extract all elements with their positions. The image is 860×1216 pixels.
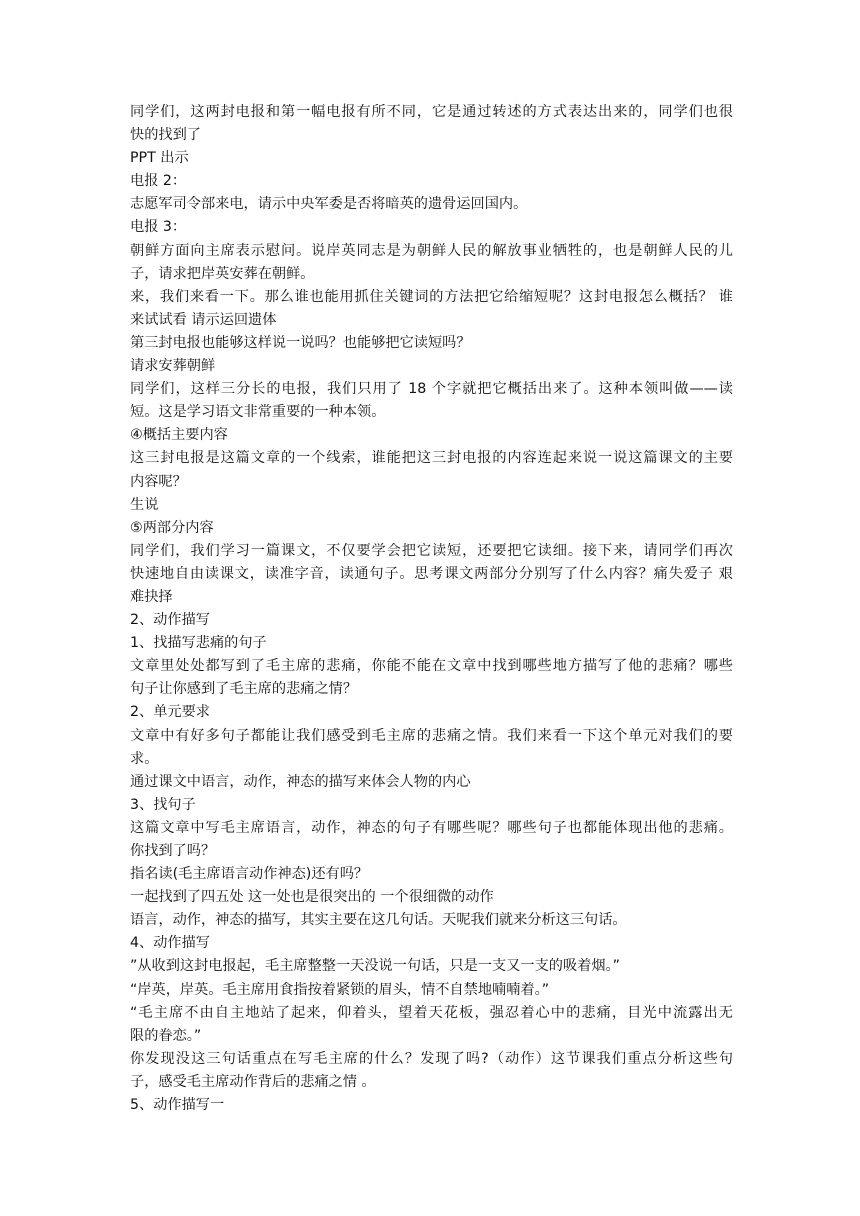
- text-line: 5、动作描写一: [130, 1097, 225, 1114]
- document-page: [130, 101, 733, 1117]
- text-line: 生说: [130, 496, 159, 513]
- text-line: 这篇文章中写毛主席语言，动作，神态的句子有哪些呢？哪些句子也都能体现出他的悲痛。: [130, 819, 733, 836]
- text-line: 求。: [130, 750, 159, 767]
- text-line: 指名读(毛主席语言动作神态)还有吗？: [130, 866, 369, 883]
- text-line: 同学们，这样三分长的电报，我们只用了 18 个字就把它概括出来了。这种本领叫做——读: [130, 381, 733, 398]
- text-line: 语言，动作，神态的描写，其实主要在这几句话。天呢我们就来分析这三句话。: [130, 912, 627, 929]
- text-line: ④概括主要内容: [130, 427, 228, 444]
- text-line: 文章中有好多句子都能让我们感受到毛主席的悲痛之情。我们来看一下这个单元对我们的要: [130, 727, 733, 744]
- text-line: 3、找句子: [130, 796, 196, 813]
- text-line: 这三封电报是这篇文章的一个线索，谁能把这三封电报的内容连起来说一说这篇课文的主要: [130, 450, 733, 467]
- text-line: 1、找描写悲痛的句子: [130, 635, 267, 652]
- text-line: 同学们，这两封电报和第一幅电报有所不同，它是通过转述的方式表达出来的，同学们也很: [130, 104, 733, 120]
- text-line: 2、动作描写: [130, 612, 210, 629]
- text-line: 句子让你感到了毛主席的悲痛之情？: [130, 681, 358, 698]
- text-line: “毛主席不由自主地站了起来，仰着头，望着天花板，强忍着心中的悲痛，目光中流露出无: [130, 1004, 733, 1021]
- text-line: 快速地自由读课文，读准字音，读通句子。思考课文两部分分别写了什么内容？痛失爱子 艰: [130, 565, 733, 582]
- text-line: ”从收到这封电报起，毛主席整整一天没说一句话，只是一支又一支的吸着烟。”: [130, 958, 620, 975]
- text-line: 第三封电报也能够这样说一说吗？也能够把它读短吗？: [130, 334, 471, 351]
- text-line: 通过课文中语言，动作，神态的描写来体会人物的内心: [130, 773, 471, 790]
- text-line: 来试试看 请示运回遗体: [130, 311, 277, 328]
- text-line: 同学们，我们学习一篇课文，不仅要学会把它读短，还要把它读细。接下来，请同学们再次: [130, 542, 733, 559]
- text-line: 4、动作描写: [130, 935, 210, 952]
- text-line: ⑤两部分内容: [130, 519, 214, 536]
- text-line: 请求安葬朝鲜: [130, 358, 216, 375]
- text-line: 难抉择: [130, 588, 173, 605]
- text-line: 快的找到了: [130, 127, 201, 144]
- text-line: 你找到了吗？: [130, 843, 216, 859]
- text-line: 子，请求把岸英安葬在朝鲜。: [130, 265, 315, 282]
- text-line: PPT 出示: [130, 150, 189, 167]
- text-line: 短。这是学习语文非常重要的一种本领。: [130, 404, 386, 421]
- text-line: 志愿军司令部来电，请示中央军委是否将暗英的遗骨运回国内。: [130, 196, 528, 213]
- text-line: “岸英，岸英。毛主席用食指按着紧锁的眉头，情不自禁地喃喃着。”: [130, 981, 550, 998]
- text-line: 限的眷恋。”: [130, 1027, 202, 1044]
- text-line: 文章里处处都写到了毛主席的悲痛，你能不能在文章中找到哪些地方描写了他的悲痛？哪些: [130, 658, 733, 675]
- text-line: 一起找到了四五处 这一处也是很突出的 一个很细微的动作: [130, 889, 494, 906]
- text-line: 来，我们来看一下。那么谁也能用抓住关键词的方法把它给缩短呢？这封电报怎么概括？ 谁: [130, 288, 733, 305]
- text-line: 你发现没这三句话重点在写毛主席的什么？发现了吗?（动作）这节课我们重点分析这些句: [130, 1050, 733, 1067]
- text-line: 2、单元要求: [130, 704, 210, 721]
- text-line: 电报 2：: [130, 173, 187, 190]
- text-line: 子，感受毛主席动作背后的悲痛之情 。: [130, 1073, 376, 1090]
- text-line: 内容呢？: [130, 473, 187, 490]
- text-line: 朝鲜方面向主席表示慰问。说岸英同志是为朝鲜人民的解放事业牺牲的，也是朝鲜人民的儿: [130, 242, 733, 259]
- text-line: 电报 3：: [130, 219, 187, 236]
